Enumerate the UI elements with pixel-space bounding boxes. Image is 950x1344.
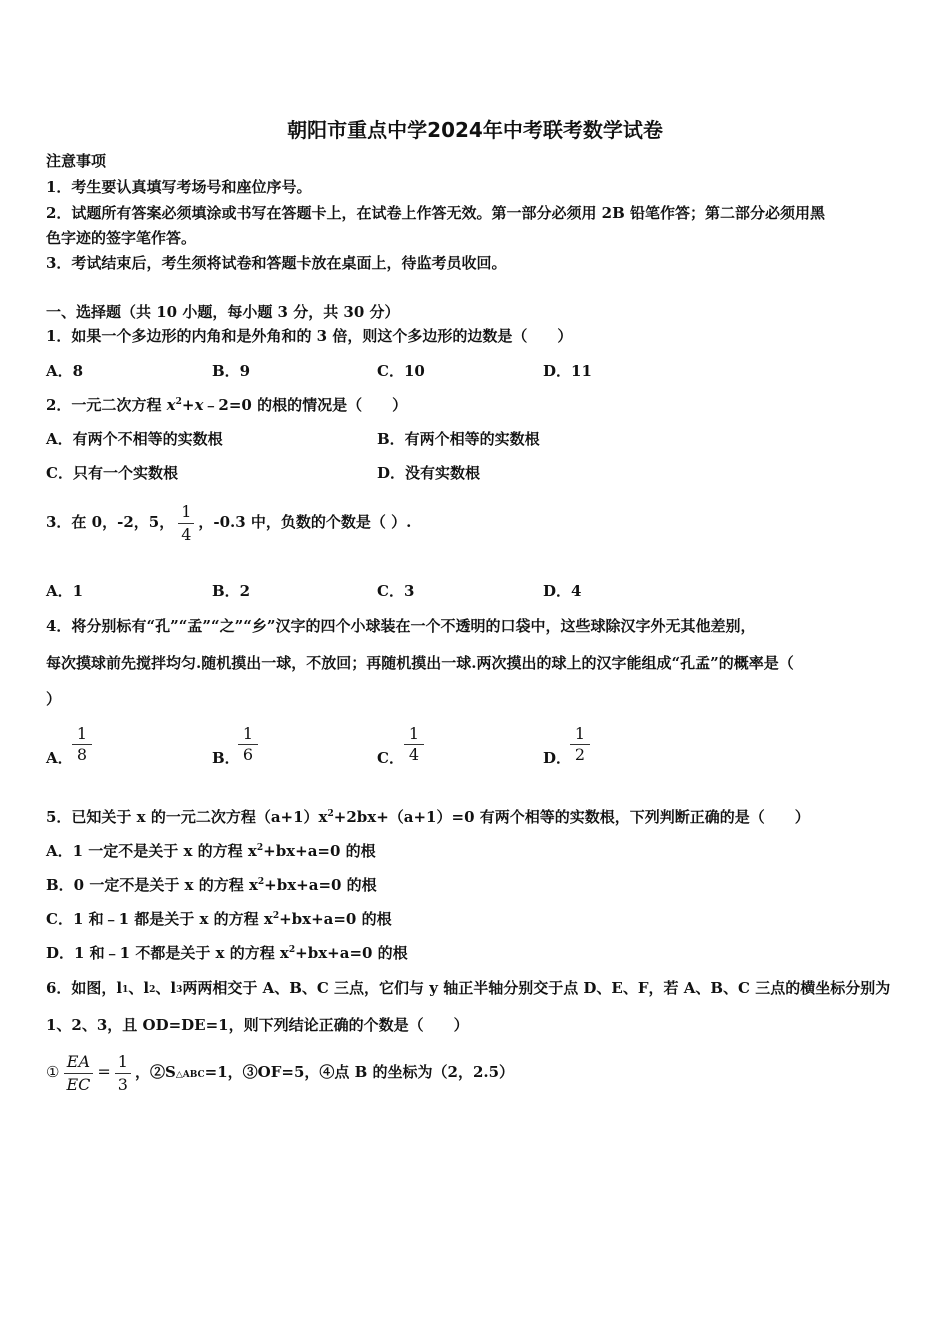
- notice-item-2-cont: 色字迹的签字笔作答。: [46, 229, 197, 247]
- q5-option-d: D．1 和﹣1 不都是关于 x 的方程 $x^2+bx+a=0$ 的根: [46, 944, 408, 962]
- q2-option-c: C．只有一个实数根: [46, 464, 178, 482]
- q1-option-d: D．11: [543, 362, 592, 380]
- question-6-line-2: 1、2、3，且 OD=DE=1，则下列结论正确的个数是（ ）: [46, 1016, 469, 1034]
- question-4-line-3: ）: [46, 690, 62, 708]
- notice-heading: 注意事项: [46, 152, 107, 170]
- q2-option-d: D．没有实数根: [377, 464, 481, 482]
- q1-option-b: B．9: [212, 362, 251, 380]
- q4-option-d-label: D．: [543, 749, 572, 767]
- q6-fraction-ea-ec: $\frac{EA}{EC}$: [63, 1052, 93, 1095]
- q1-option-c: C．10: [377, 362, 425, 380]
- q3-option-c: C．3: [377, 582, 415, 600]
- q4-option-d-fraction: $\frac{1}{2}$: [570, 724, 590, 765]
- q5-option-b: B．0 一定不是关于 x 的方程 $x^2+bx+a=0$ 的根: [46, 876, 377, 894]
- q2-option-a: A．有两个不相等的实数根: [46, 430, 223, 448]
- notice-item-2: 2．试题所有答案必须填涂或书写在答题卡上，在试卷上作答无效。第一部分必须用 2B 铅笔作答；第二部分必须用黑: [46, 204, 826, 222]
- notice-item-3: 3．考试结束后，考生须将试卷和答题卡放在桌面上，待监考员收回。: [46, 254, 507, 272]
- q4-option-c-label: C．: [377, 749, 404, 767]
- question-2-stem: 2．一元二次方程 $x^2+x﹣2=0$ 的根的情况是（ ）: [46, 396, 408, 414]
- q4-option-a-label: A．: [46, 749, 73, 767]
- q4-option-c-fraction: $\frac{1}{4}$: [404, 724, 424, 765]
- question-6-line-1: 6．如图，$l_1$、$l_2$、$l_3$两两相交于 A、B、C 三点，它们与 y 轴正半轴分别交于点 D、E、F，若 A、B、C 三点的横坐标分别为: [46, 979, 891, 997]
- q4-option-b-label: B．: [212, 749, 240, 767]
- question-4-line-1: 4．将分别标有“孔”“孟”“之”“乡”汉字的四个小球装在一个不透明的口袋中，这些球除汉字外无其他差别，: [46, 617, 756, 635]
- q4-option-b-fraction: $\frac{1}{6}$: [238, 724, 258, 765]
- question-6-statements: ① $\frac{EA}{EC}$ = $\frac{1}{3}$ ，$②S_{\triangle ABC}=1$，③OF=5，④点 B 的坐标为（2，2.5）: [46, 1051, 515, 1094]
- question-5-stem: 5．已知关于 x 的一元二次方程$(a+1)x^2+2bx+(a+1)=0$ 有两个相等的实数根，下列判断正确的是（ ）: [46, 808, 810, 826]
- q5-option-c: C．1 和﹣1 都是关于 x 的方程 $x^2+bx+a=0$ 的根: [46, 910, 392, 928]
- q3-fraction: $\frac{1}{4}$: [178, 502, 194, 545]
- q1-option-a: A．8: [46, 362, 84, 380]
- q4-option-a-fraction: $\frac{1}{8}$: [72, 724, 92, 765]
- q2-option-b: B．有两个相等的实数根: [377, 430, 540, 448]
- q6-fraction-one-third: $\frac{1}{3}$: [115, 1052, 131, 1095]
- question-4-line-2: 每次摸球前先搅拌均匀.随机摸出一球，不放回；再随机摸出一球.两次摸出的球上的汉字能组成“孔孟”的概率是（: [46, 654, 794, 672]
- q3-option-b: B．2: [212, 582, 251, 600]
- notice-item-1: 1．考生要认真填写考场号和座位序号。: [46, 178, 312, 196]
- question-1-stem: 1．如果一个多边形的内角和是外角和的 3 倍，则这个多边形的边数是（ ）: [46, 327, 573, 345]
- section-heading: 一、选择题（共 10 小题，每小题 3 分，共 30 分）: [46, 303, 400, 321]
- q3-option-a: A．1: [46, 582, 84, 600]
- page-title: 朝阳市重点中学2024年中考联考数学试卷: [287, 118, 663, 142]
- q5-option-a: A．1 一定不是关于 x 的方程 $x^2+bx+a=0$ 的根: [46, 842, 376, 860]
- q3-option-d: D．4: [543, 582, 582, 600]
- question-3-stem: 3．在 0，-2，5， $\frac{1}{4}$ ，-0.3 中，负数的个数是（ ）.: [46, 501, 412, 544]
